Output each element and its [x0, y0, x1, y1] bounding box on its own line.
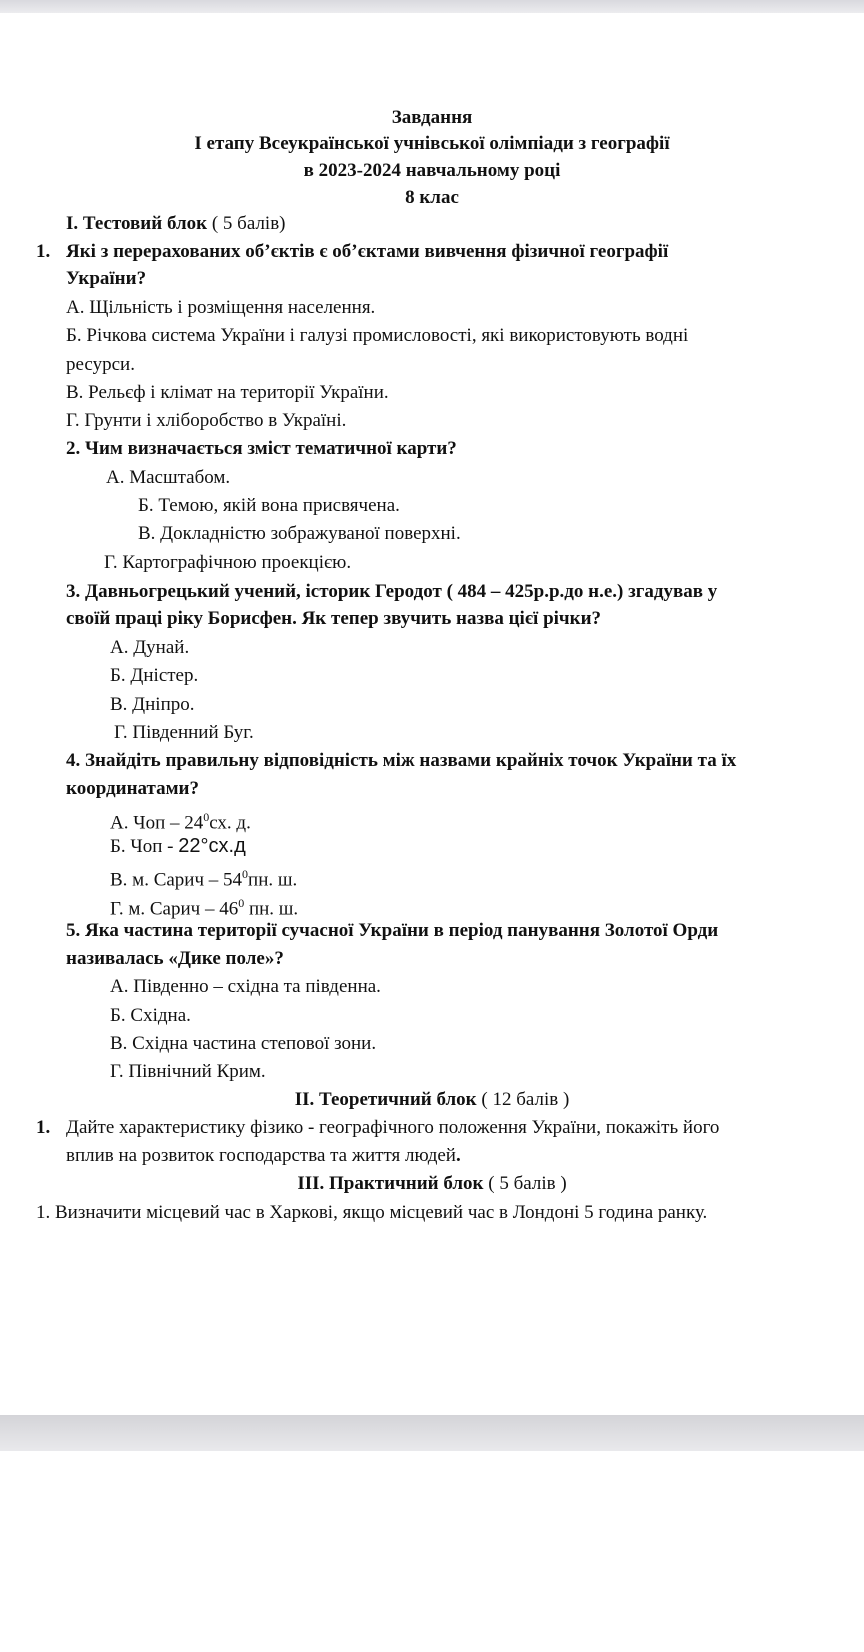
q4-text-line1: 4. Знайдіть правильну відповідність між назвами крайніх точок України та їх [66, 750, 737, 771]
viewer-top-strip [0, 0, 864, 13]
practice-block-title: ІІІ. Практичний блок [297, 1173, 484, 1194]
q3-option-d: Г. Південний Буг. [114, 722, 254, 743]
q4-option-d-unit: пн. ш. [244, 898, 299, 920]
q5-option-b: Б. Східна. [110, 1005, 191, 1026]
q2-option-a: А. Масштабом. [106, 467, 231, 488]
theory-task-number: 1. [36, 1117, 51, 1138]
q4-option-b-text: Б. Чоп - [110, 836, 179, 857]
theory-task-line1: Дайте характеристику фізико - географічного положення України, покажіть його [66, 1117, 720, 1138]
q3-option-c: В. Дніпро. [110, 694, 195, 715]
viewer-bottom-strip [0, 1415, 864, 1451]
q4-option-b [110, 833, 246, 860]
q3-text-line1: 3. Давньогрецький учений, історик Геродот ( 484 – 425р.р.до н.е.) згадував у [66, 581, 718, 602]
q1-number: 1. [36, 241, 51, 262]
q4-option-b-coordinate: 22°сх.д [178, 835, 246, 857]
practice-task: 1. Визначити місцевий час в Харкові, якщо місцевий час в Лондоні 5 година ранку. [36, 1202, 708, 1223]
q1-option-b-cont: ресурси. [66, 354, 135, 375]
q5-text-line2: називалась «Дике поле»? [66, 948, 284, 969]
test-block-points: ( 5 балів) [207, 213, 286, 234]
theory-block-points: ( 12 балів ) [476, 1089, 570, 1110]
q3-text-line2: своїй праці ріку Борисфен. Як тепер звучить назва цієї річки? [66, 608, 602, 629]
q5-option-c: В. Східна частина степової зони. [110, 1033, 377, 1054]
q2-option-c: В. Докладністю зображуваної поверхні. [138, 523, 461, 544]
test-block-title: І. Тестовий блок [66, 213, 208, 234]
practice-block-heading [0, 1171, 864, 1197]
q2-option-d: Г. Картографічною проекцією. [104, 552, 352, 573]
q4-option-a [110, 804, 251, 836]
test-block-heading [66, 211, 286, 237]
q1-option-b: Б. Річкова система України і галузі промисловості, які використовують водні [66, 325, 689, 346]
theory-task-line2 [66, 1143, 461, 1169]
q4-text-line2: координатами? [66, 778, 199, 799]
theory-block-title: ІІ. Теоретичний блок [294, 1089, 477, 1110]
q4-option-c [110, 861, 297, 893]
q1-text-line1: Які з перерахованих об’єктів є об’єктами вивчення фізичної географії [66, 241, 669, 262]
theory-task-line2-period: . [455, 1145, 461, 1166]
q4-option-a-degree: 0 [203, 810, 210, 824]
q4-option-a-unit: сх. д. [209, 812, 251, 834]
q5-option-d: Г. Північний Крим. [110, 1061, 266, 1082]
q1-option-d: Г. Грунти і хліборобство в Україні. [66, 410, 347, 431]
doc-grade: 8 клас [405, 187, 459, 208]
q5-text-line1: 5. Яка частина території сучасної України в період панування Золотої Орди [66, 920, 719, 941]
doc-subtitle-olympiad: І етапу Всеукраїнської учнівської олімпіади з географії [194, 133, 670, 154]
q1-option-c: В. Рельєф і клімат на території України. [66, 382, 389, 403]
q1-option-a: А. Щільність і розміщення населення. [66, 297, 376, 318]
q4-option-c-unit: пн. ш. [248, 869, 298, 891]
doc-subtitle-year: в 2023-2024 навчальному році [303, 160, 561, 181]
q3-option-a: А. Дунай. [110, 637, 190, 658]
practice-block-points: ( 5 балів ) [483, 1173, 567, 1194]
theory-task-line2-text: вплив на розвиток господарства та життя людей [66, 1145, 456, 1166]
q2-text: 2. Чим визначається зміст тематичної карти? [66, 438, 457, 459]
q4-option-d-degree: 0 [238, 896, 245, 910]
q5-option-a: А. Південно – східна та південна. [110, 976, 381, 997]
q1-text-line2: України? [66, 268, 147, 289]
theory-block-heading [0, 1087, 864, 1113]
q4-option-a-text: А. Чоп – 24 [110, 812, 204, 834]
q4-option-d-text: Г. м. Сарич – 46 [110, 898, 239, 920]
q4-option-c-degree: 0 [242, 867, 249, 881]
q2-option-b: Б. Темою, якій вона присвячена. [138, 495, 400, 516]
doc-title: Завдання [391, 107, 473, 128]
q4-option-c-text: В. м. Сарич – 54 [110, 869, 243, 891]
viewer-empty-area [0, 1451, 864, 1652]
q3-option-b: Б. Дністер. [110, 665, 199, 686]
document-page [0, 13, 864, 1415]
